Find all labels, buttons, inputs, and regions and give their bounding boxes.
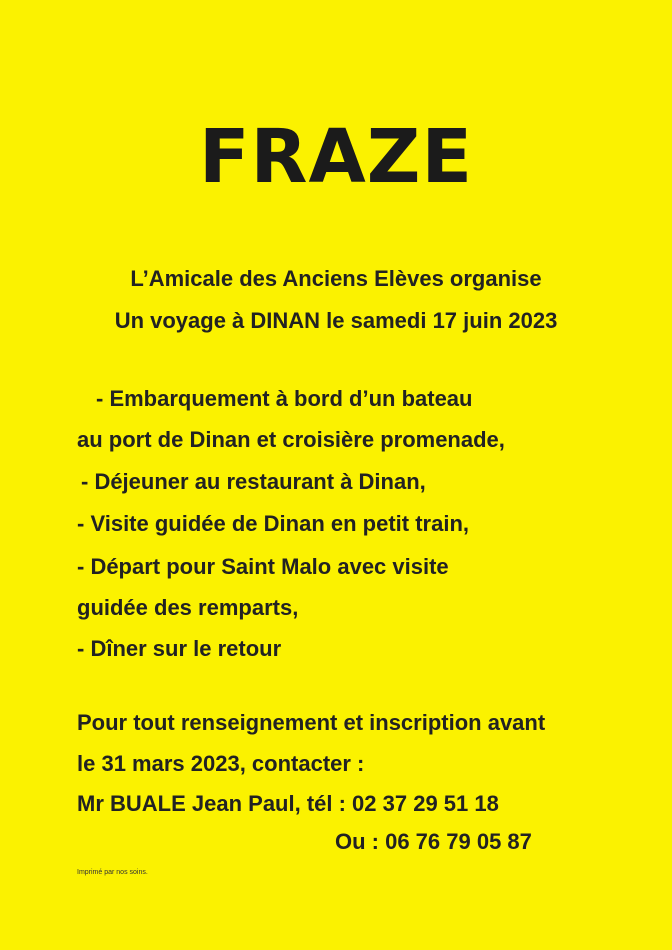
- print-footnote: Imprimé par nos soins.: [77, 869, 148, 876]
- flyer-title: FRAZE: [198, 114, 473, 200]
- contact-line-2: le 31 mars 2023, contacter :: [77, 751, 365, 776]
- program-item-4: - Départ pour Saint Malo avec visite: [77, 554, 449, 579]
- intro-line-1: L’Amicale des Anciens Elèves organise: [130, 266, 542, 291]
- program-item-4-continued: guidée des remparts,: [77, 595, 299, 620]
- program-item-1: - Embarquement à bord d’un bateau: [96, 386, 473, 411]
- program-item-2: - Déjeuner au restaurant à Dinan,: [81, 469, 426, 494]
- intro-line-2: Un voyage à DINAN le samedi 17 juin 2023: [114, 308, 558, 333]
- contact-phone-2: Ou : 06 76 79 05 87: [335, 829, 532, 854]
- program-item-3: - Visite guidée de Dinan en petit train,: [77, 511, 469, 536]
- program-item-1-continued: au port de Dinan et croisière promenade,: [77, 427, 505, 452]
- program-item-5: - Dîner sur le retour: [77, 636, 282, 661]
- contact-phone-1: Mr BUALE Jean Paul, tél : 02 37 29 51 18: [77, 791, 499, 816]
- contact-line-1: Pour tout renseignement et inscription avant: [77, 710, 546, 735]
